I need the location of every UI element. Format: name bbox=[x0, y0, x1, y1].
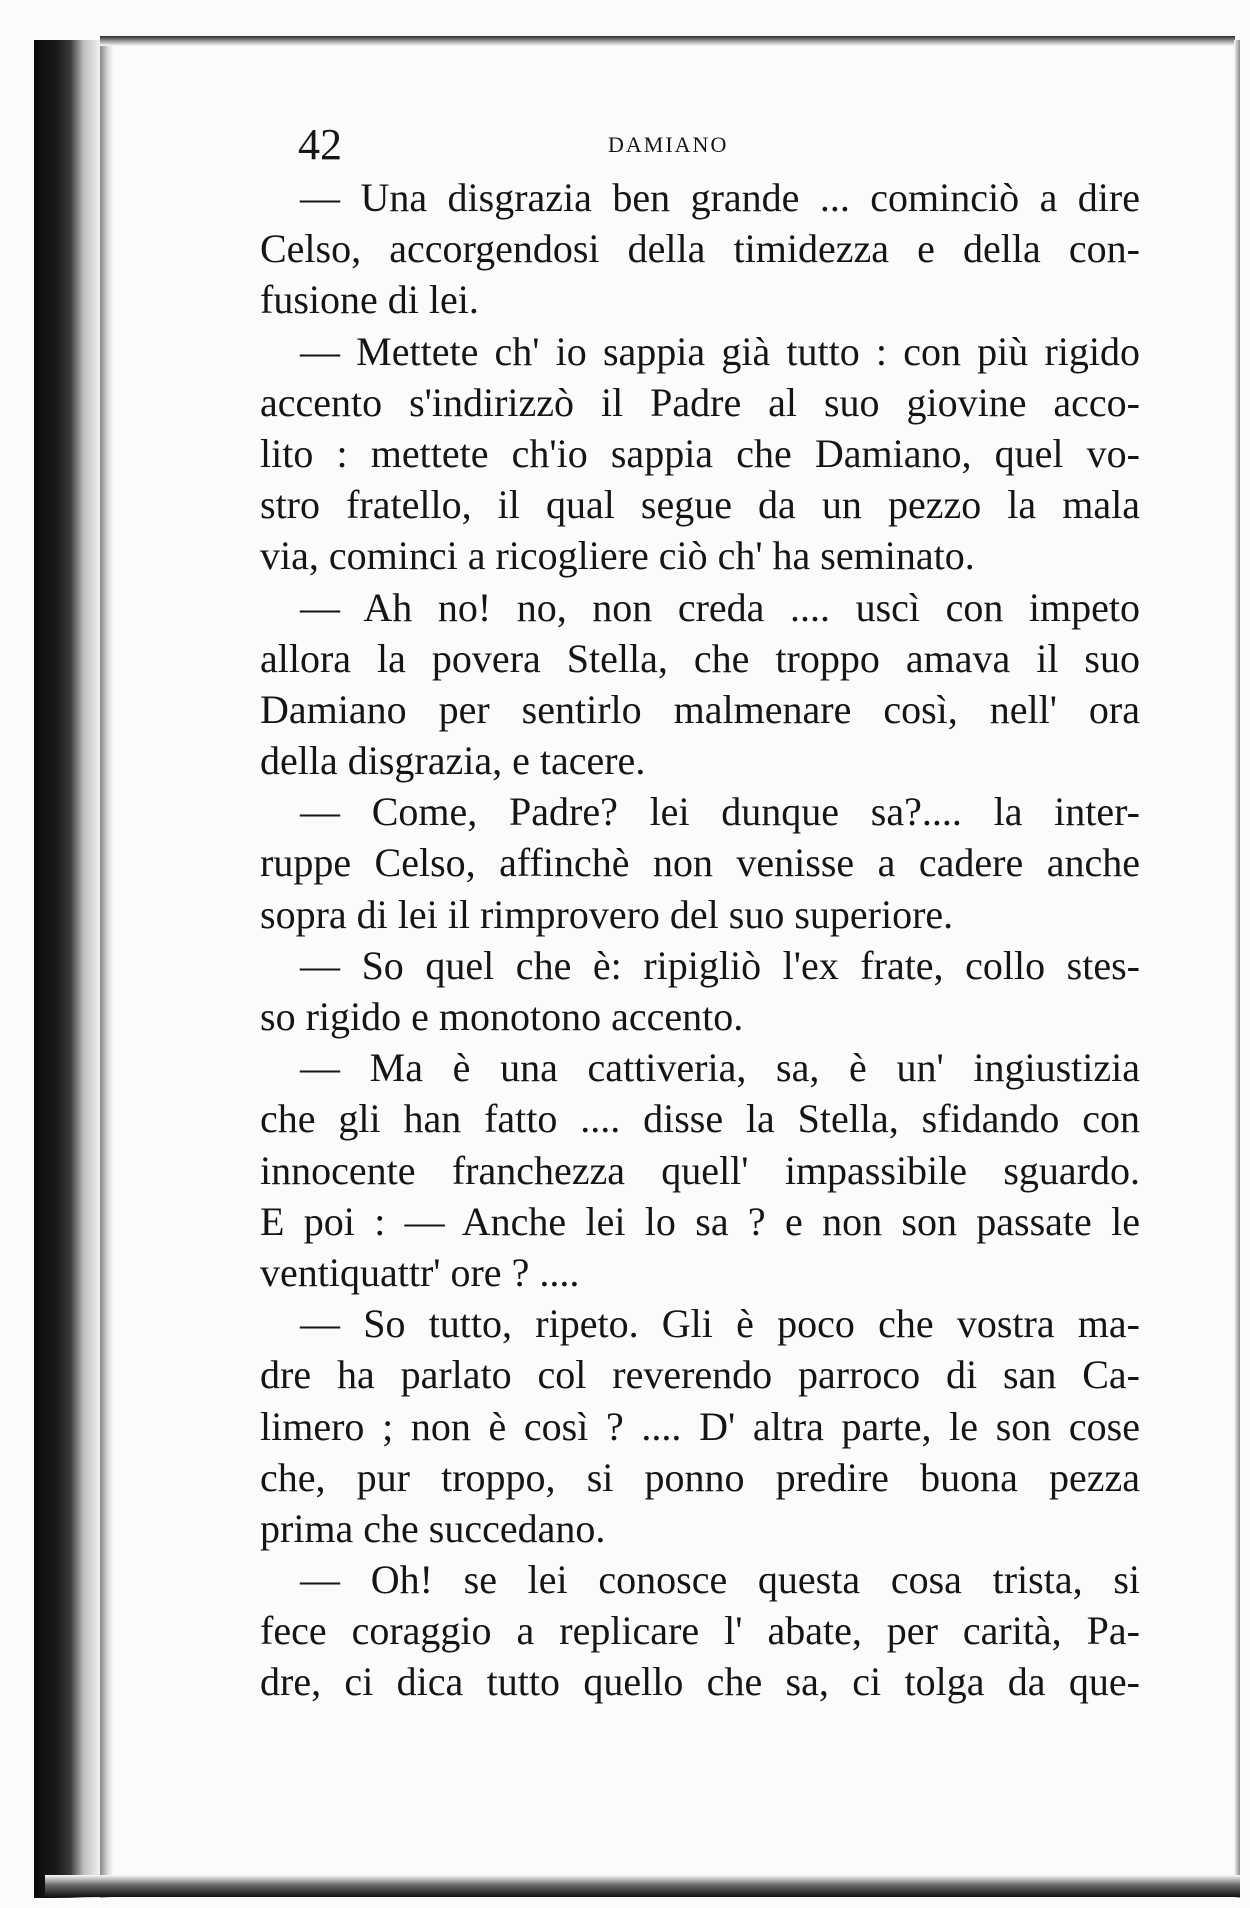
text-line: Celso, accorgendosi della timidezza e della con- bbox=[260, 226, 1140, 272]
text-line: dre, ci dica tutto quello che sa, ci tolga da que- bbox=[260, 1659, 1140, 1705]
page-gutter-shadow bbox=[100, 40, 114, 1898]
text-line: fusione di lei. bbox=[260, 277, 479, 323]
text-line: — Ma è una cattiveria, sa, è un' ingiustizia bbox=[300, 1045, 1140, 1091]
text-line: — Oh! se lei conosce questa cosa trista, si bbox=[300, 1557, 1140, 1603]
text-line: — Ah no! no, non creda .... uscì con impeto bbox=[300, 584, 1140, 630]
body-text bbox=[260, 172, 1140, 1708]
book-binding bbox=[34, 40, 100, 1898]
text-line: — Mettete ch' io sappia già tutto : con più rigido bbox=[300, 328, 1140, 374]
page-number: 42 bbox=[298, 120, 342, 169]
text-line: sopra di lei il rimprovero del suo superiore. bbox=[260, 891, 954, 937]
text-line: ventiquattr' ore ? .... bbox=[260, 1249, 580, 1295]
text-line: accento s'indirizzò il Padre al suo giovine acco- bbox=[260, 379, 1140, 425]
page-right-edge bbox=[1234, 40, 1240, 1898]
page-top-edge bbox=[100, 36, 1235, 46]
text-line: prima che succedano. bbox=[260, 1505, 606, 1551]
text-line: E poi : — Anche lei lo sa ? e non son passate le bbox=[260, 1198, 1140, 1244]
text-line: innocente franchezza quell' impassibile sguardo. bbox=[260, 1147, 1140, 1193]
text-line: lito : mettete ch'io sappia che Damiano, quel vo- bbox=[260, 430, 1140, 476]
text-line: che gli han fatto .... disse la Stella, sfidando con bbox=[260, 1096, 1140, 1142]
text-line: Damiano per sentirlo malmenare così, nell' ora bbox=[260, 686, 1140, 732]
text-line: dre ha parlato col reverendo parroco di san Ca- bbox=[260, 1352, 1140, 1398]
text-line: — So quel che è: ripigliò l'ex frate, collo stes- bbox=[300, 942, 1140, 988]
text-line: via, cominci a ricogliere ciò ch' ha seminato. bbox=[260, 533, 975, 579]
page-bottom-edge bbox=[45, 1875, 1240, 1897]
page-header bbox=[298, 120, 1178, 170]
text-line: so rigido e monotono accento. bbox=[260, 994, 744, 1039]
text-line: stro fratello, il qual segue da un pezzo la mala bbox=[260, 482, 1140, 528]
text-line: ruppe Celso, affinchè non venisse a cadere anche bbox=[260, 840, 1140, 886]
text-line: fece coraggio a replicare l' abate, per carità, Pa- bbox=[260, 1608, 1140, 1654]
text-line: della disgrazia, e tacere. bbox=[260, 738, 646, 784]
text-line: limero ; non è così ? .... D' altra parte, le son cose bbox=[260, 1403, 1140, 1449]
text-line: che, pur troppo, si ponno predire buona pezza bbox=[260, 1454, 1140, 1500]
text-line: — Una disgrazia ben grande ... cominciò a dire bbox=[300, 175, 1140, 220]
text-line: allora la povera Stella, che troppo amava il suo bbox=[260, 635, 1140, 681]
text-line: — So tutto, ripeto. Gli è poco che vostra ma- bbox=[300, 1301, 1140, 1347]
running-head: DAMIANO bbox=[608, 132, 729, 157]
text-line: — Come, Padre? lei dunque sa?.... la inter- bbox=[300, 789, 1140, 835]
